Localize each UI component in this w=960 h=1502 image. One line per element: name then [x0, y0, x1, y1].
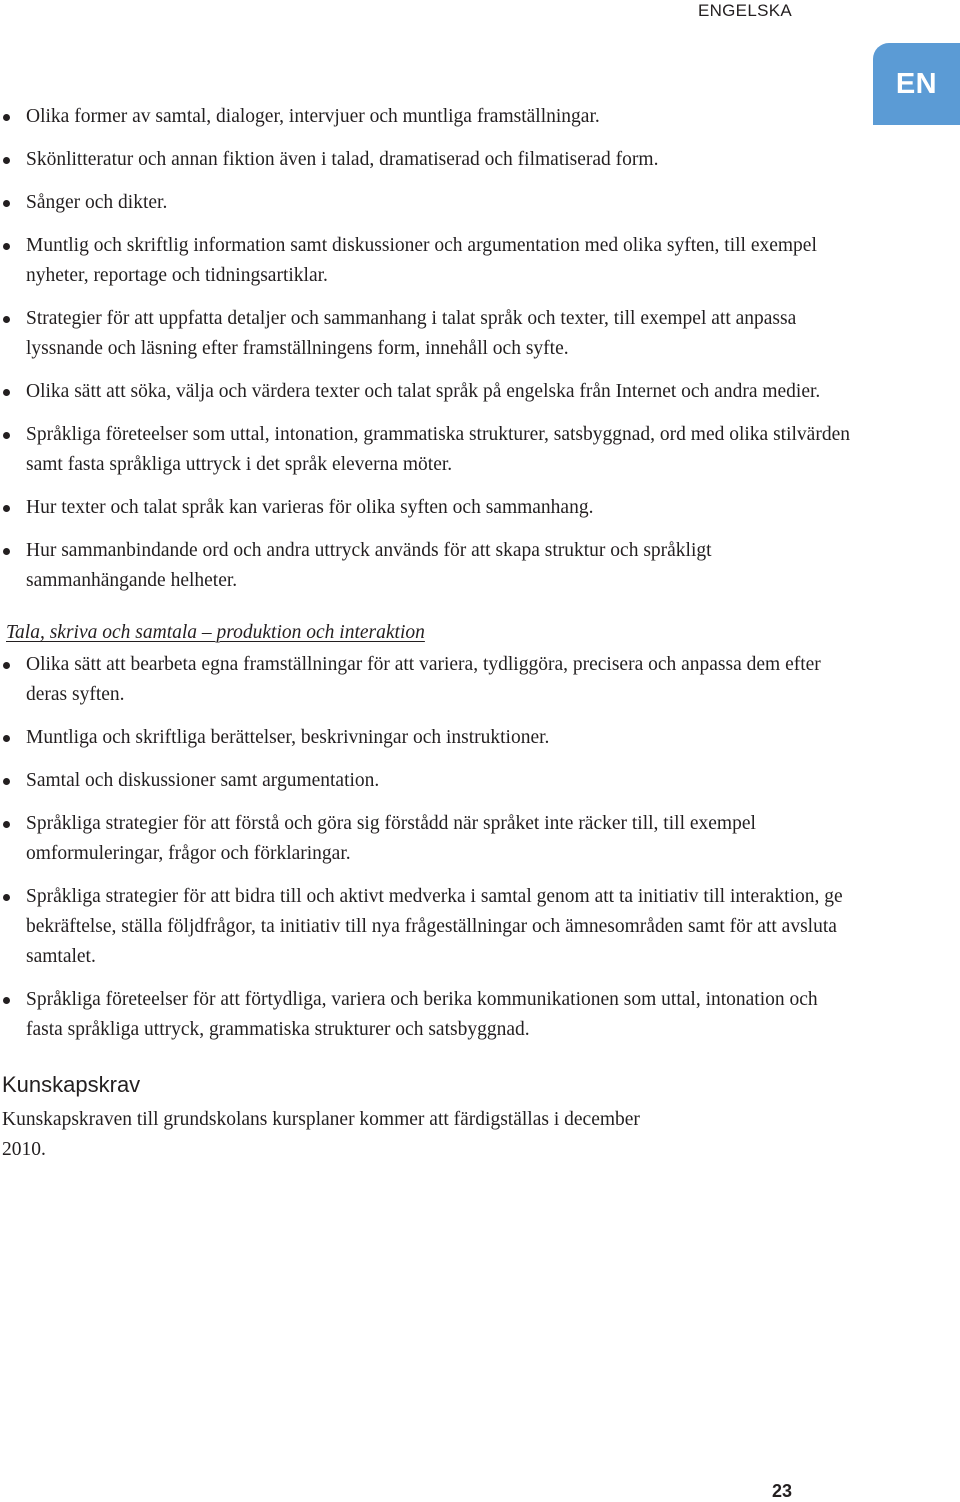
list-item: Skönlitteratur och annan fiktion även i talad, dramatiserad och filmatiserad form.: [0, 145, 850, 175]
section-body: Kunskapskraven till grundskolans kursplaner kommer att färdigställas i december 2010.: [2, 1109, 640, 1160]
list-item: Muntlig och skriftlig information samt diskussioner och argumentation med olika syften, till exempel nyheter, reportage och tidningsartiklar.: [0, 231, 850, 291]
list-item: Muntliga och skriftliga berättelser, beskrivningar och instruktioner.: [0, 723, 850, 753]
page-content: [0, 102, 850, 1165]
production-list: [0, 650, 850, 1045]
list-item: Olika former av samtal, dialoger, intervjuer och muntliga framställningar.: [0, 102, 850, 132]
list-item: Språkliga företeelser för att förtydliga, variera och berika kommunikationen som uttal, intonation och fasta språkliga uttryck, grammatiska strukturer och satsbyggnad.: [0, 985, 850, 1045]
list-item: Språkliga strategier för att förstå och göra sig förstådd när språket inte räcker till, till exempel omformuleringar, frågor och förklaringar.: [0, 809, 850, 869]
section-heading: Kunskapskrav: [2, 1072, 141, 1097]
list-item: Hur texter och talat språk kan varieras för olika syften och sammanhang.: [0, 493, 850, 523]
list-item: Olika sätt att söka, välja och värdera texter och talat språk på engelska från Internet och andra medier.: [0, 377, 850, 407]
page-number: 23: [771, 1481, 792, 1501]
list-item: Strategier för att uppfatta detaljer och sammanhang i talat språk och texter, till exempel att anpassa lyssnande och läsning efter framställningens form, innehåll och syfte.: [0, 304, 850, 364]
running-header: ENGELSKA: [697, 1, 792, 20]
list-item: Språkliga strategier för att bidra till och aktivt medverka i samtal genom att ta initiativ till interaktion, ge bekräftelse, ställa följdfrågor, ta initiativ till nya frågeställningar och ämnesområden samt för att avsluta samtalet.: [0, 882, 850, 972]
list-item: Hur sammanbindande ord och andra uttryck används för att skapa struktur och språkligt sammanhängande helheter.: [0, 536, 850, 596]
subsection-heading: Tala, skriva och samtala – produktion och interaktion: [6, 622, 425, 643]
list-item: Samtal och diskussioner samt argumentation.: [0, 766, 850, 796]
list-item: Språkliga företeelser som uttal, intonation, grammatiska strukturer, satsbyggnad, ord med olika stilvärden samt fasta språkliga uttryck i det språk eleverna möter.: [0, 420, 850, 480]
list-item: Sånger och dikter.: [0, 188, 850, 218]
content-list: [0, 102, 850, 596]
list-item: Olika sätt att bearbeta egna framställningar för att variera, tydliggöra, precisera och anpassa dem efter deras syften.: [0, 650, 850, 710]
language-tab: EN: [873, 43, 960, 125]
